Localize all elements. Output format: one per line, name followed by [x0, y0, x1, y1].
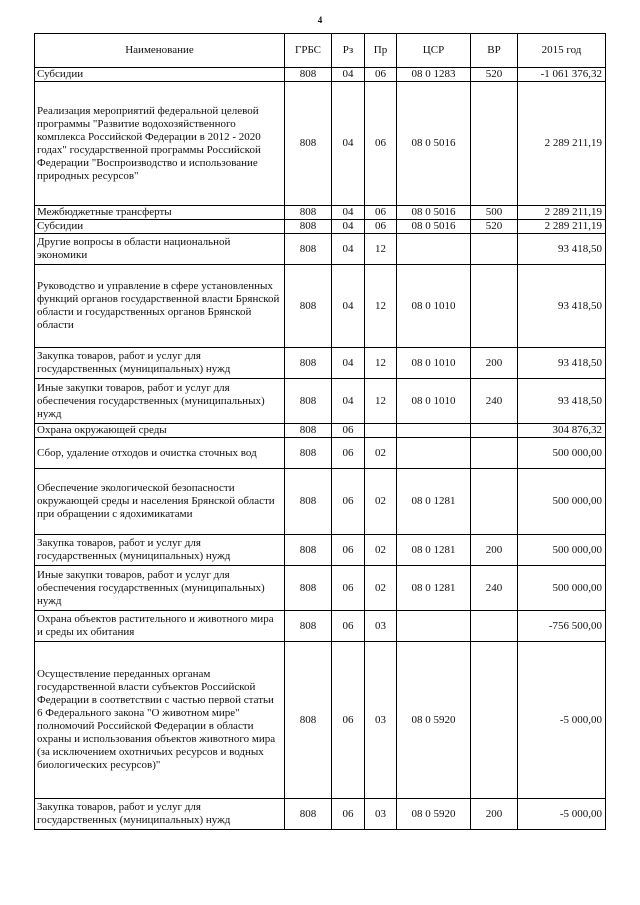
- row-name: Осуществление переданных органам государственной власти субъектов Российской Федерации в соответствии с частью первой статьи 6 Федерального закона "О животном мире" полномочий Российской Федерации в области охраны и использования объектов животного мира (за исключением охотничьих ресурсов и водных биологических ресурсов)": [35, 642, 285, 799]
- row-grbs: 808: [285, 469, 332, 535]
- row-grbs: 808: [285, 438, 332, 469]
- row-name: Иные закупки товаров, работ и услуг для обеспечения государственных (муниципальных) нужд: [35, 566, 285, 611]
- row-pr: 12: [365, 348, 397, 379]
- row-grbs: 808: [285, 68, 332, 82]
- row-vr: 240: [471, 566, 518, 611]
- row-vr: 200: [471, 535, 518, 566]
- table-row: [35, 535, 606, 566]
- table-row: [35, 68, 606, 82]
- row-rz: 06: [332, 799, 365, 830]
- row-name: Обеспечение экологической безопасности окружающей среды и населения Брянской области при обращении с ядохимикатами: [35, 469, 285, 535]
- row-amount: 93 418,50: [518, 348, 606, 379]
- row-grbs: 808: [285, 642, 332, 799]
- row-amount: 93 418,50: [518, 379, 606, 424]
- row-name: Субсидии: [35, 68, 285, 82]
- table-row: [35, 469, 606, 535]
- row-csr: 08 0 1010: [397, 348, 471, 379]
- row-amount: 2 289 211,19: [518, 206, 606, 220]
- row-rz: 06: [332, 535, 365, 566]
- row-rz: 04: [332, 206, 365, 220]
- row-csr: [397, 611, 471, 642]
- row-csr: 08 0 1010: [397, 379, 471, 424]
- row-vr: 200: [471, 799, 518, 830]
- row-amount: -5 000,00: [518, 642, 606, 799]
- row-vr: [471, 424, 518, 438]
- budget-table: [34, 33, 606, 830]
- row-name: Закупка товаров, работ и услуг для государственных (муниципальных) нужд: [35, 348, 285, 379]
- table-row: [35, 82, 606, 206]
- table-row: [35, 265, 606, 348]
- row-vr: [471, 438, 518, 469]
- row-csr: 08 0 1281: [397, 469, 471, 535]
- row-csr: 08 0 1010: [397, 265, 471, 348]
- row-rz: 06: [332, 611, 365, 642]
- row-rz: 06: [332, 566, 365, 611]
- row-vr: [471, 82, 518, 206]
- header-grbs: ГРБС: [285, 34, 332, 68]
- table-header-row: [35, 34, 606, 68]
- row-name: Реализация мероприятий федеральной целевой программы "Развитие водохозяйственного комплекса Российской Федерации в 2012 - 2020 годах" государственной программы Российской Федерации "Воспроизводство и использование природных ресурсов": [35, 82, 285, 206]
- row-amount: 500 000,00: [518, 438, 606, 469]
- row-pr: [365, 424, 397, 438]
- row-pr: 02: [365, 535, 397, 566]
- row-pr: 02: [365, 566, 397, 611]
- table-row: [35, 611, 606, 642]
- row-csr: [397, 234, 471, 265]
- row-vr: 520: [471, 68, 518, 82]
- row-rz: 06: [332, 438, 365, 469]
- row-csr: 08 0 1281: [397, 535, 471, 566]
- row-vr: [471, 234, 518, 265]
- row-name: Субсидии: [35, 220, 285, 234]
- row-name: Другие вопросы в области национальной экономики: [35, 234, 285, 265]
- row-grbs: 808: [285, 348, 332, 379]
- row-name: Межбюджетные трансферты: [35, 206, 285, 220]
- row-rz: 04: [332, 265, 365, 348]
- row-amount: 2 289 211,19: [518, 220, 606, 234]
- row-vr: [471, 611, 518, 642]
- row-rz: 04: [332, 68, 365, 82]
- table-row: [35, 799, 606, 830]
- row-rz: 04: [332, 234, 365, 265]
- row-csr: 08 0 5016: [397, 206, 471, 220]
- row-amount: 2 289 211,19: [518, 82, 606, 206]
- row-rz: 06: [332, 469, 365, 535]
- row-vr: [471, 642, 518, 799]
- header-csr: ЦСР: [397, 34, 471, 68]
- row-vr: [471, 469, 518, 535]
- row-grbs: 808: [285, 82, 332, 206]
- row-grbs: 808: [285, 535, 332, 566]
- row-amount: 500 000,00: [518, 535, 606, 566]
- row-pr: 12: [365, 234, 397, 265]
- row-amount: 500 000,00: [518, 566, 606, 611]
- row-name: Закупка товаров, работ и услуг для государственных (муниципальных) нужд: [35, 535, 285, 566]
- row-name: Охрана объектов растительного и животного мира и среды их обитания: [35, 611, 285, 642]
- row-amount: 93 418,50: [518, 265, 606, 348]
- header-pr: Пр: [365, 34, 397, 68]
- row-name: Сбор, удаление отходов и очистка сточных вод: [35, 438, 285, 469]
- row-grbs: 808: [285, 234, 332, 265]
- header-rz: Рз: [332, 34, 365, 68]
- row-csr: 08 0 5920: [397, 799, 471, 830]
- row-grbs: 808: [285, 611, 332, 642]
- table-row: [35, 438, 606, 469]
- row-grbs: 808: [285, 265, 332, 348]
- row-pr: 06: [365, 82, 397, 206]
- row-amount: -1 061 376,32: [518, 68, 606, 82]
- row-csr: [397, 438, 471, 469]
- row-grbs: 808: [285, 379, 332, 424]
- row-vr: 200: [471, 348, 518, 379]
- table-row: [35, 424, 606, 438]
- row-csr: [397, 424, 471, 438]
- row-name: Иные закупки товаров, работ и услуг для обеспечения государственных (муниципальных) нужд: [35, 379, 285, 424]
- row-csr: 08 0 5920: [397, 642, 471, 799]
- header-year: 2015 год: [518, 34, 606, 68]
- row-pr: 02: [365, 469, 397, 535]
- page-number: 4: [317, 15, 323, 25]
- row-amount: 304 876,32: [518, 424, 606, 438]
- row-pr: 06: [365, 206, 397, 220]
- row-name: Закупка товаров, работ и услуг для государственных (муниципальных) нужд: [35, 799, 285, 830]
- row-vr: 240: [471, 379, 518, 424]
- row-pr: 06: [365, 68, 397, 82]
- table-row: [35, 220, 606, 234]
- row-vr: 520: [471, 220, 518, 234]
- row-rz: 04: [332, 348, 365, 379]
- row-rz: 06: [332, 642, 365, 799]
- header-name: Наименование: [35, 34, 285, 68]
- row-pr: 03: [365, 642, 397, 799]
- header-vr: ВР: [471, 34, 518, 68]
- row-name: Руководство и управление в сфере установленных функций органов государственной власти Брянской области и государственных органов Брянской области: [35, 265, 285, 348]
- table-row: [35, 642, 606, 799]
- table-row: [35, 379, 606, 424]
- row-amount: 500 000,00: [518, 469, 606, 535]
- row-grbs: 808: [285, 566, 332, 611]
- row-rz: 04: [332, 379, 365, 424]
- row-pr: 12: [365, 379, 397, 424]
- row-pr: 02: [365, 438, 397, 469]
- row-rz: 06: [332, 424, 365, 438]
- row-pr: 03: [365, 611, 397, 642]
- row-grbs: 808: [285, 220, 332, 234]
- row-vr: 500: [471, 206, 518, 220]
- row-rz: 04: [332, 220, 365, 234]
- row-name: Охрана окружающей среды: [35, 424, 285, 438]
- row-pr: 06: [365, 220, 397, 234]
- row-rz: 04: [332, 82, 365, 206]
- row-grbs: 808: [285, 424, 332, 438]
- row-csr: 08 0 5016: [397, 82, 471, 206]
- row-vr: [471, 265, 518, 348]
- table-row: [35, 348, 606, 379]
- row-csr: 08 0 1281: [397, 566, 471, 611]
- row-pr: 03: [365, 799, 397, 830]
- row-grbs: 808: [285, 799, 332, 830]
- table-row: [35, 234, 606, 265]
- row-amount: -756 500,00: [518, 611, 606, 642]
- row-amount: -5 000,00: [518, 799, 606, 830]
- row-grbs: 808: [285, 206, 332, 220]
- table-row: [35, 206, 606, 220]
- row-csr: 08 0 1283: [397, 68, 471, 82]
- table-row: [35, 566, 606, 611]
- row-pr: 12: [365, 265, 397, 348]
- row-csr: 08 0 5016: [397, 220, 471, 234]
- row-amount: 93 418,50: [518, 234, 606, 265]
